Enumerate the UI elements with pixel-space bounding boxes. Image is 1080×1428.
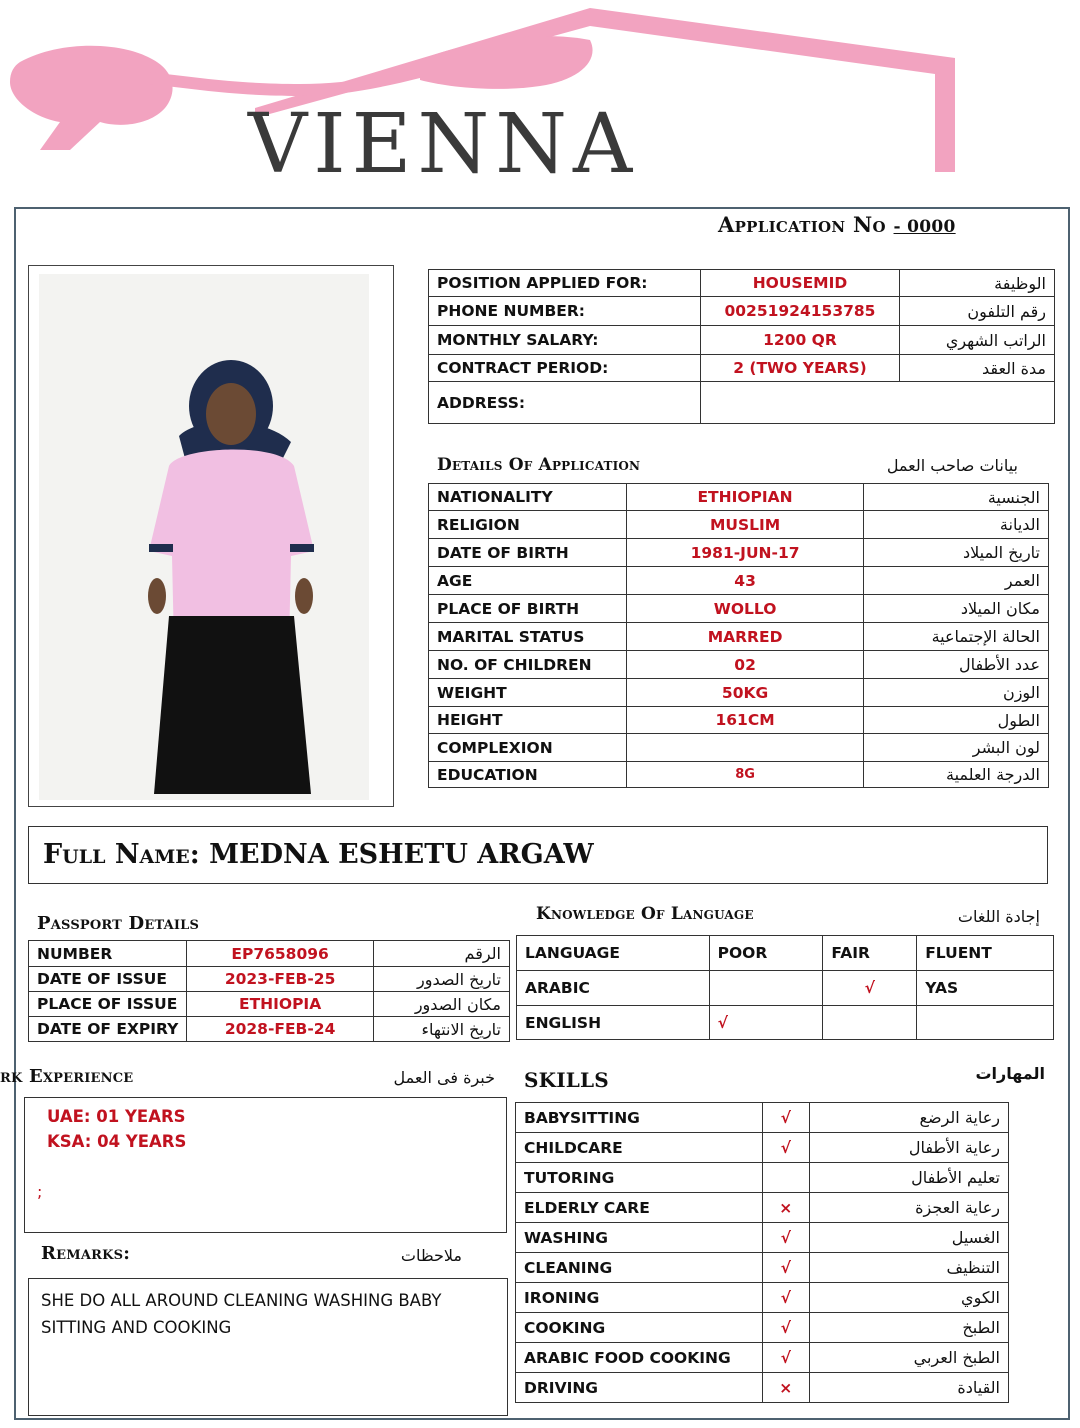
detail-value: MUSLIM	[626, 511, 863, 539]
column-header: LANGUAGE	[517, 936, 710, 971]
remarks-title-ar: ملاحظات	[400, 1246, 462, 1265]
table-row	[516, 1343, 1009, 1373]
column-header: FAIR	[823, 936, 917, 971]
full-name-value: MEDNA ESHETU ARGAW	[209, 839, 594, 870]
table-row	[517, 971, 1054, 1006]
skill-mark: √	[762, 1343, 809, 1373]
table-row	[429, 707, 1049, 734]
detail-label: RELIGION	[429, 511, 627, 539]
table-row	[517, 1006, 1054, 1040]
detail-label-ar: الجنسية	[864, 484, 1049, 511]
detail-value: 50KG	[626, 679, 863, 707]
work-experience-title-ar: خبرة فى العمل	[393, 1068, 495, 1087]
details-title-ar: بيانات صاحب العمل	[886, 456, 1018, 475]
svg-text:VIENNA: VIENNA	[248, 97, 639, 192]
table-row	[29, 1017, 510, 1042]
passport-label-ar: الرقم	[373, 941, 509, 967]
passport-value: 2023-FEB-25	[187, 967, 373, 992]
table-row	[516, 1133, 1009, 1163]
detail-value: 161CM	[626, 707, 863, 734]
language-poor	[709, 971, 823, 1006]
skill-label-ar: تعليم الأطفال	[809, 1163, 1008, 1193]
passport-label-ar: تاريخ الصدور	[373, 967, 509, 992]
skill-label: IRONING	[516, 1283, 763, 1313]
skill-label: CLEANING	[516, 1253, 763, 1283]
detail-label-ar: مكان الميلاد	[864, 595, 1049, 623]
work-experience-box	[24, 1097, 507, 1233]
skill-label-ar: رعاية الأطفال	[809, 1133, 1008, 1163]
phone-label-ar: رقم التلفون	[900, 297, 1055, 326]
table-row	[516, 1223, 1009, 1253]
column-header: FLUENT	[917, 936, 1054, 971]
table-row	[516, 1103, 1009, 1133]
table-row	[29, 992, 510, 1017]
candidate-photo-image	[29, 266, 395, 808]
table-row	[429, 762, 1049, 788]
skills-table	[515, 1102, 1009, 1403]
skill-label-ar: الطبخ العربي	[809, 1343, 1008, 1373]
detail-value: WOLLO	[626, 595, 863, 623]
passport-value: EP7658096	[187, 941, 373, 967]
detail-label-ar: لون البشر	[864, 734, 1049, 762]
column-header: POOR	[709, 936, 823, 971]
detail-value: ETHIOPIAN	[626, 484, 863, 511]
skill-mark: √	[762, 1313, 809, 1343]
candidate-photo	[28, 265, 394, 807]
passport-label: DATE OF ISSUE	[29, 967, 187, 992]
skill-label: ELDERLY CARE	[516, 1193, 763, 1223]
language-fluent	[917, 1006, 1054, 1040]
detail-label-ar: العمر	[864, 567, 1049, 595]
table-header-row	[517, 936, 1054, 971]
skill-label-ar: الكوي	[809, 1283, 1008, 1313]
detail-label: COMPLEXION	[429, 734, 627, 762]
table-row	[29, 941, 510, 967]
salary-label: MONTHLY SALARY:	[429, 326, 701, 355]
passport-label-ar: مكان الصدور	[373, 992, 509, 1017]
language-fluent: YAS	[917, 971, 1054, 1006]
position-value: HOUSEMID	[700, 270, 900, 297]
skill-label-ar: التنظيف	[809, 1253, 1008, 1283]
table-row	[516, 1283, 1009, 1313]
full-name-label: Full Name:	[43, 839, 200, 870]
detail-label: MARITAL STATUS	[429, 623, 627, 651]
skill-mark	[762, 1163, 809, 1193]
work-line: UAE: 01 YEARS	[47, 1107, 186, 1126]
detail-label: NO. OF CHILDREN	[429, 651, 627, 679]
table-row	[516, 1163, 1009, 1193]
detail-label: PLACE OF BIRTH	[429, 595, 627, 623]
language-title-ar: إجادة اللغات	[957, 907, 1040, 926]
detail-label-ar: الطول	[864, 707, 1049, 734]
passport-label: NUMBER	[29, 941, 187, 967]
address-label: ADDRESS:	[429, 382, 701, 424]
table-row	[429, 679, 1049, 707]
contract-label-ar: مدة العقد	[900, 355, 1055, 382]
skill-label-ar: رعاية العجزة	[809, 1193, 1008, 1223]
passport-label: PLACE OF ISSUE	[29, 992, 187, 1017]
skill-mark: √	[762, 1253, 809, 1283]
skill-label: COOKING	[516, 1313, 763, 1343]
table-row	[429, 595, 1049, 623]
full-name	[43, 839, 594, 870]
work-experience-title: rk Experience	[0, 1066, 134, 1087]
salary-value: 1200 QR	[700, 326, 900, 355]
position-label: POSITION APPLIED FOR:	[429, 270, 701, 297]
phone-label: PHONE NUMBER:	[429, 297, 701, 326]
language-fair: √	[823, 971, 917, 1006]
skill-label: WASHING	[516, 1223, 763, 1253]
detail-value	[626, 734, 863, 762]
language-name: ENGLISH	[517, 1006, 710, 1040]
skills-title: SKILLS	[524, 1068, 609, 1092]
skills-title-ar: المهارات	[975, 1064, 1045, 1083]
work-note: ;	[37, 1182, 43, 1201]
detail-value: 8G	[626, 762, 863, 788]
detail-value: 02	[626, 651, 863, 679]
skill-label-ar: الطبخ	[809, 1313, 1008, 1343]
detail-label: AGE	[429, 567, 627, 595]
table-row	[429, 623, 1049, 651]
passport-label: DATE OF EXPIRY	[29, 1017, 187, 1042]
language-name: ARABIC	[517, 971, 710, 1006]
table-row	[429, 270, 1055, 297]
table-row	[429, 326, 1055, 355]
detail-label-ar: تاريخ الميلاد	[864, 539, 1049, 567]
detail-label: EDUCATION	[429, 762, 627, 788]
application-number: Application No - 0000	[718, 212, 956, 237]
table-row	[429, 355, 1055, 382]
remarks-text: SHE DO ALL AROUND CLEANING WASHING BABY SITTING AND COOKING	[41, 1291, 442, 1337]
address-value	[700, 382, 1054, 424]
contract-label: CONTRACT PERIOD:	[429, 355, 701, 382]
table-row	[429, 567, 1049, 595]
detail-label: DATE OF BIRTH	[429, 539, 627, 567]
table-row	[429, 484, 1049, 511]
passport-table	[28, 940, 510, 1042]
remarks-box	[28, 1278, 508, 1416]
table-row	[429, 734, 1049, 762]
skill-mark: ×	[762, 1193, 809, 1223]
detail-label-ar: الديانة	[864, 511, 1049, 539]
skill-label-ar: القيادة	[809, 1373, 1008, 1403]
passport-value: 2028-FEB-24	[187, 1017, 373, 1042]
table-row	[429, 511, 1049, 539]
skill-label: DRIVING	[516, 1373, 763, 1403]
detail-label-ar: الدرجة العلمية	[864, 762, 1049, 788]
full-name-box	[28, 826, 1048, 884]
position-label-ar: الوظيفة	[900, 270, 1055, 297]
detail-label-ar: الحالة الإجتماعية	[864, 623, 1049, 651]
skill-mark: √	[762, 1283, 809, 1313]
passport-title: Passport Details	[37, 913, 200, 934]
skill-mark: √	[762, 1223, 809, 1253]
detail-label: NATIONALITY	[429, 484, 627, 511]
language-table	[516, 935, 1054, 1040]
table-row	[516, 1253, 1009, 1283]
skill-mark: √	[762, 1103, 809, 1133]
language-fair	[823, 1006, 917, 1040]
table-row	[516, 1373, 1009, 1403]
language-poor: √	[709, 1006, 823, 1040]
phone-value: 00251924153785	[700, 297, 900, 326]
detail-label: HEIGHT	[429, 707, 627, 734]
table-row	[516, 1313, 1009, 1343]
skill-label: CHILDCARE	[516, 1133, 763, 1163]
table-row	[29, 967, 510, 992]
detail-value: 43	[626, 567, 863, 595]
detail-value: 1981-JUN-17	[626, 539, 863, 567]
detail-label-ar: الوزن	[864, 679, 1049, 707]
table-row	[429, 297, 1055, 326]
detail-label-ar: عدد الأطفال	[864, 651, 1049, 679]
salary-label-ar: الراتب الشهري	[900, 326, 1055, 355]
skill-label: BABYSITTING	[516, 1103, 763, 1133]
skill-label-ar: الغسيل	[809, 1223, 1008, 1253]
skill-mark: ×	[762, 1373, 809, 1403]
skill-label-ar: رعاية الرضع	[809, 1103, 1008, 1133]
details-title: Details Of Application	[437, 455, 641, 475]
passport-label-ar: تاريخ الانتهاء	[373, 1017, 509, 1042]
skill-mark: √	[762, 1133, 809, 1163]
remarks-title: Remarks:	[41, 1243, 131, 1264]
skill-label: ARABIC FOOD COOKING	[516, 1343, 763, 1373]
detail-label: WEIGHT	[429, 679, 627, 707]
passport-value: ETHIOPIA	[187, 992, 373, 1017]
details-table	[428, 483, 1049, 788]
table-row	[429, 651, 1049, 679]
contract-value: 2 (TWO YEARS)	[700, 355, 900, 382]
vienna-logo	[0, 0, 1080, 200]
work-line: KSA: 04 YEARS	[47, 1132, 187, 1151]
detail-value: MARRED	[626, 623, 863, 651]
table-row	[516, 1193, 1009, 1223]
position-table	[428, 269, 1055, 424]
language-title: Knowledge Of Language	[536, 904, 754, 924]
table-row	[429, 382, 1055, 424]
table-row	[429, 539, 1049, 567]
skill-label: TUTORING	[516, 1163, 763, 1193]
